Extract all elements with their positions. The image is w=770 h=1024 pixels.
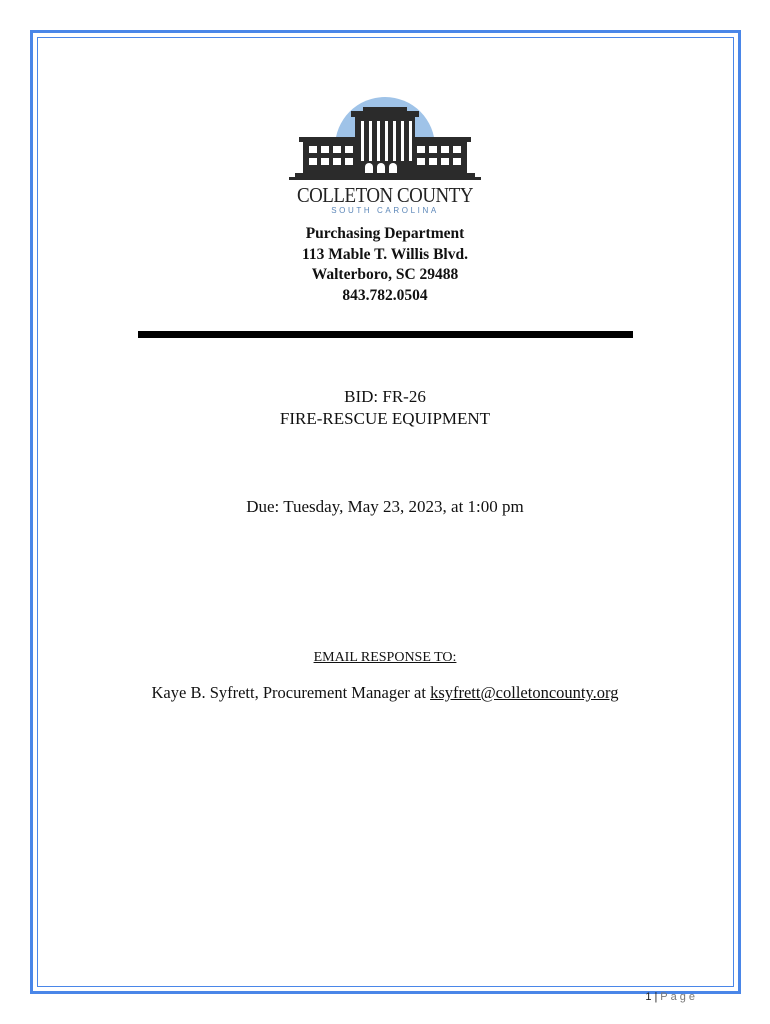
courthouse-icon	[285, 95, 485, 185]
city-state-zip: Walterboro, SC 29488	[311, 266, 459, 283]
footer-separator: |	[654, 991, 658, 1003]
email-link[interactable]: ksyfrett@colletoncounty.org	[430, 683, 619, 702]
horizontal-rule	[138, 331, 633, 338]
street-address: 113 Mable T. Willis Blvd.	[302, 245, 468, 263]
county-logo	[285, 95, 485, 220]
bid-number: BID: FR-26	[344, 387, 426, 406]
page-footer	[645, 991, 698, 1003]
email-response-heading: EMAIL RESPONSE TO:	[313, 650, 457, 665]
logo-county-name: COLLETON COUNTY	[296, 183, 474, 207]
bid-block	[0, 386, 770, 430]
bid-title: FIRE-RESCUE EQUIPMENT	[279, 409, 491, 428]
due-date: Due: Tuesday, May 23, 2023, at 1:00 pm	[246, 497, 524, 516]
contact-name: Kaye B. Syfrett, Procurement Manager at	[151, 683, 431, 702]
logo-state-name: SOUTH CAROLINA	[331, 206, 439, 215]
page-number: 1	[645, 991, 652, 1003]
department-name: Purchasing Department	[305, 225, 465, 242]
phone-number: 843.782.0504	[342, 286, 428, 304]
contact-line	[0, 683, 770, 703]
address-block	[0, 224, 770, 306]
page-label: Page	[660, 991, 698, 1003]
